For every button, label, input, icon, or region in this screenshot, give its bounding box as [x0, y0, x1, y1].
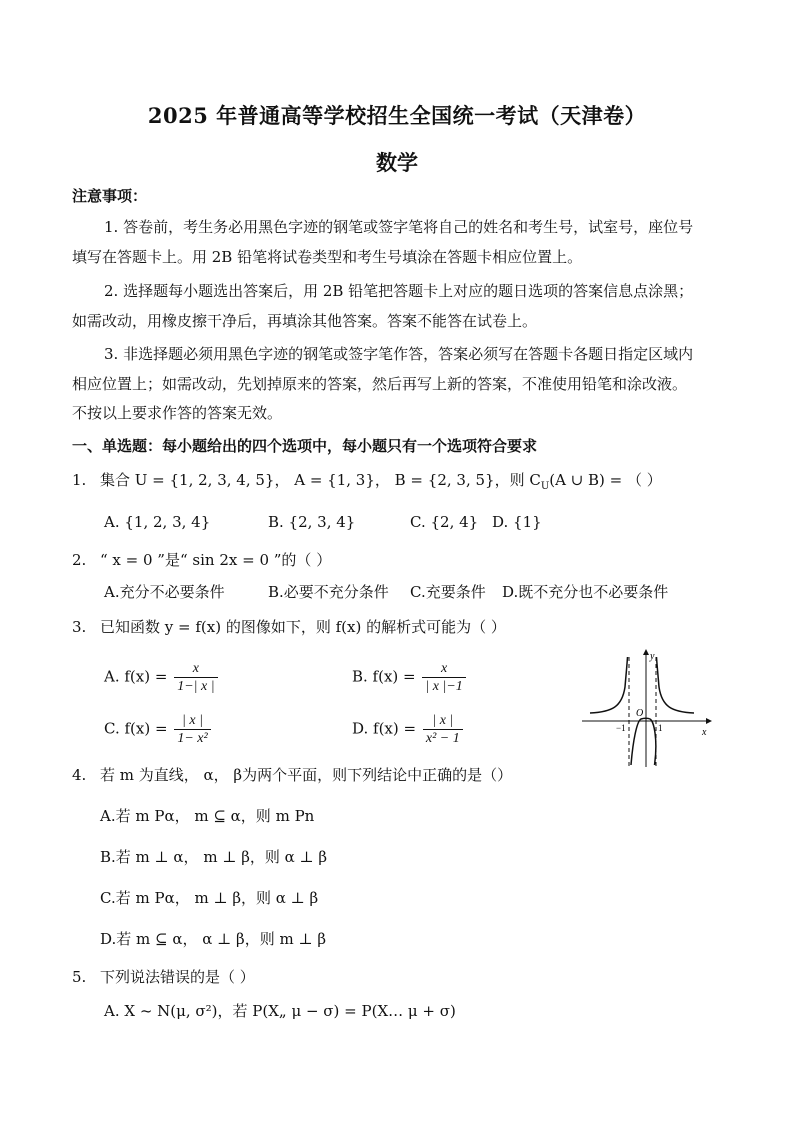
q3-option-d-denominator: x² − 1: [423, 729, 463, 747]
q3-option-c: [104, 712, 213, 747]
exam-title: 2025 年普通高等学校招生全国统一考试（天津卷）: [147, 103, 647, 128]
q3-option-a-denominator: 1−| x |: [174, 677, 217, 695]
notice-item-1-line-1: 1. 答卷前，考生务必用黑色字迹的钢笔或签字笔将自己的姓名和考生号，试室号，座位号: [104, 218, 694, 236]
q2-stem: “ x = 0 ”是“ sin 2x = 0 ”的（ ）: [100, 551, 332, 569]
q1-stem-tail: (A ∪ B) = （ ）: [549, 471, 662, 489]
q3-option-d-numerator: | x |: [432, 713, 454, 728]
q1-stem: [100, 470, 662, 497]
q3-option-d: [352, 712, 465, 747]
q5-option-a: A. X ~ N(μ, σ²)，若 P(X„ μ − σ) = P(X… μ + σ): [104, 1002, 456, 1020]
q3-option-b-denominator: | x |−1: [422, 677, 465, 695]
q1-option-d: D. {1}: [492, 513, 542, 531]
q5-number: 5.: [72, 968, 87, 986]
q1-stem-text: 集合 U = {1, 2, 3, 4, 5}， A = {1, 3}， B = {2, 3, 5}，则 C: [100, 471, 541, 489]
q1-option-c: C. {2, 4}: [410, 513, 479, 531]
q2-option-c: C.充要条件: [410, 583, 486, 601]
q3-number: 3.: [72, 618, 87, 636]
section-1-heading: 一、单选题：每小题给出的四个选项中，每小题只有一个选项符合要求: [72, 437, 538, 455]
q3-option-c-denominator: 1− x²: [174, 729, 210, 747]
x-axis-label: x: [702, 727, 707, 738]
q3-option-a: [104, 660, 220, 695]
q4-option-c: C.若 m Pα， m ⊥ β，则 α ⊥ β: [100, 889, 319, 907]
q4-option-a: A.若 m Pα， m ⊆ α，则 m Pn: [100, 807, 315, 825]
notice-item-3-line-1: 3. 非选择题必须用黑色字迹的钢笔或签字笔作答，答案必须写在答题卡各题日指定区域内: [104, 345, 694, 363]
q4-option-b: B.若 m ⊥ α， m ⊥ β，则 α ⊥ β: [100, 848, 328, 866]
q1-number: 1.: [72, 471, 87, 489]
curve-right-branch: [657, 657, 695, 713]
notice-item-1-line-2: 填写在答题卡上。用 2B 铅笔将试卷类型和考生号填涂在答题卡相应位置上。: [72, 248, 583, 266]
q2-option-d: D.既不充分也不必要条件: [502, 583, 669, 601]
q3-option-b-fraction: [422, 660, 465, 695]
q3-option-c-numerator: | x |: [182, 713, 203, 728]
q4-option-d: D.若 m ⊆ α， α ⊥ β，则 m ⊥ β: [100, 930, 327, 948]
q3-option-b-numerator: x: [440, 661, 448, 676]
notice-item-3-line-3: 不按以上要求作答的答案无效。: [72, 404, 283, 422]
q3-option-c-prefix: C. f(x) =: [104, 719, 168, 738]
q3-option-b-prefix: B. f(x) =: [352, 667, 416, 686]
q1-option-a: A. {1, 2, 3, 4}: [104, 513, 211, 531]
q1-option-b: B. {2, 3, 4}: [268, 513, 356, 531]
q3-option-c-fraction: [174, 712, 210, 747]
origin-label: O: [636, 708, 644, 719]
q3-option-d-prefix: D. f(x) =: [352, 719, 417, 738]
x-axis-arrow: [706, 718, 712, 724]
q4-stem: 若 m 为直线， α， β为两个平面，则下列结论中正确的是（）: [100, 766, 513, 784]
y-axis-label: y: [650, 651, 655, 662]
q2-option-b: B.必要不充分条件: [268, 583, 389, 601]
q3-option-d-fraction: [423, 712, 463, 747]
q1-stem-sub: U: [540, 481, 550, 492]
q3-function-graph: [578, 645, 714, 770]
q2-number: 2.: [72, 551, 87, 569]
q5-stem: 下列说法错误的是（ ）: [100, 968, 255, 986]
q3-option-a-prefix: A. f(x) =: [104, 667, 168, 686]
curve-middle-branch: [631, 718, 656, 765]
q2-option-a: A.充分不必要条件: [104, 583, 225, 601]
notice-item-2-line-2: 如需改动，用橡皮擦干净后，再填涂其他答案。答案不能答在试卷上。: [72, 312, 538, 330]
q3-stem: 已知函数 y = f(x) 的图像如下，则 f(x) 的解析式可能为（ ）: [100, 618, 506, 636]
subject-title: 数学: [376, 150, 418, 175]
notice-heading: 注意事项：: [72, 187, 148, 205]
q3-option-b: [352, 660, 468, 695]
notice-item-2-line-1: 2. 选择题每小题选出答案后，用 2B 铅笔把答题卡上对应的题日选项的答案信息点涂黑；: [104, 282, 694, 300]
q3-option-a-numerator: x: [192, 661, 199, 676]
curve-left-branch: [590, 657, 628, 713]
q3-option-a-fraction: [174, 660, 217, 695]
q4-number: 4.: [72, 766, 87, 784]
notice-item-3-line-2: 相应位置上；如需改动，先划掉原来的答案，然后再写上新的答案，不准使用铅笔和涂改液。: [72, 375, 688, 393]
y-axis-arrow: [643, 649, 649, 655]
tick-label-pos-1: 1: [658, 723, 663, 733]
tick-label-neg-1: −1: [616, 723, 626, 733]
